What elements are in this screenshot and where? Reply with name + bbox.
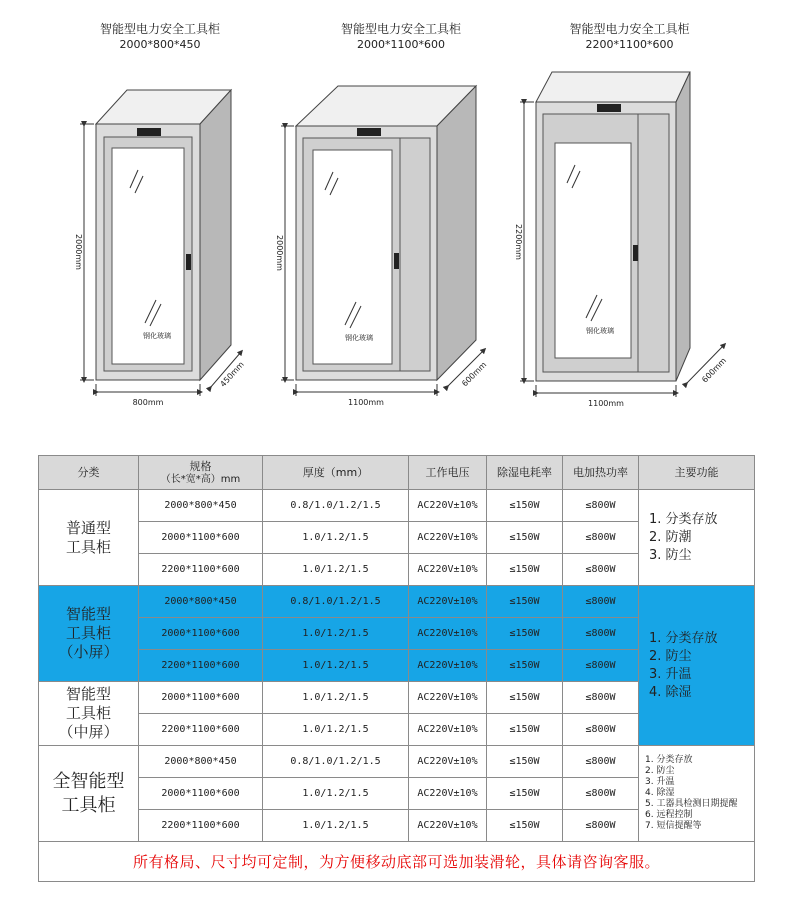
header-voltage: 工作电压 [409,456,487,490]
function-item: 3. 升温 [645,777,675,787]
table-row [39,586,755,618]
cell-voltage: AC220V±10% [409,650,487,682]
cell-dehumid: ≤150W [487,522,563,554]
function-item: 4. 除湿 [645,788,675,798]
cabinet-2-height-label: 2000mm [275,235,284,271]
cell-heating: ≤800W [563,714,639,746]
cabinet-1-spec: 2000*800*450 [119,38,201,51]
cell-spec: 2000*800*450 [139,586,263,618]
category-line: 全智能型 [52,770,125,792]
cell-heating: ≤800W [563,682,639,714]
cabinet-2-name: 智能型电力安全工具柜 [340,22,461,36]
header-spec [139,456,263,490]
header-category: 分类 [39,456,139,490]
cell-voltage: AC220V±10% [409,586,487,618]
customization-note: 所有格局、尺寸均可定制，为方便移动底部可选加装滑轮，具体请咨询客服。 [39,842,755,882]
cell-thickness: 1.0/1.2/1.5 [263,522,409,554]
cabinet-1-width-label: 800mm [132,398,164,407]
function-item: 4. 除湿 [649,684,692,700]
spec-table [38,455,755,882]
cabinet-2-spec: 2000*1100*600 [357,38,445,51]
cell-dehumid: ≤150W [487,650,563,682]
header-heating-power: 电加热功率 [563,456,639,490]
cell-thickness: 1.0/1.2/1.5 [263,554,409,586]
table-row [39,746,755,778]
cabinet-2-drawing [281,86,484,396]
function-item: 1. 分类存放 [645,755,693,765]
cell-heating: ≤800W [563,586,639,618]
category-line: 工具柜 [65,624,111,642]
function-item: 1. 分类存放 [649,511,718,527]
cell-heating: ≤800W [563,618,639,650]
cell-heating: ≤800W [563,746,639,778]
cell-dehumid: ≤150W [487,554,563,586]
functions-smart [639,586,755,746]
category-line: 工具柜 [65,537,111,556]
cell-heating: ≤800W [563,554,639,586]
cabinet-1-glass-label: 钢化玻璃 [143,332,171,340]
cell-voltage: AC220V±10% [409,490,487,522]
header-functions: 主要功能 [639,456,755,490]
cell-dehumid: ≤150W [487,490,563,522]
header-spec-line2: （长*宽*高）mm [160,473,241,485]
cabinet-1-name: 智能型电力安全工具柜 [100,22,221,36]
cell-heating: ≤800W [563,522,639,554]
cell-voltage: AC220V±10% [409,554,487,586]
functions-full-smart [639,746,755,842]
header-spec-line1: 规格 [189,459,212,473]
cell-dehumid: ≤150W [487,586,563,618]
category-line: （小屏） [58,643,119,661]
category-line: （中屏） [58,723,119,741]
cabinet-3-drawing [520,72,724,397]
cell-spec: 2000*800*450 [139,746,263,778]
cell-voltage: AC220V±10% [409,618,487,650]
function-item: 5. 工器具检测日期提醒 [645,799,738,809]
cell-thickness: 0.8/1.0/1.2/1.5 [263,490,409,522]
category-smart-small-screen [39,586,139,682]
cell-dehumid: ≤150W [487,618,563,650]
category-line: 普通型 [65,518,111,537]
table-row [39,490,755,522]
cell-heating: ≤800W [563,810,639,842]
cell-heating: ≤800W [563,490,639,522]
function-item: 3. 防尘 [649,547,692,563]
cell-dehumid: ≤150W [487,810,563,842]
cell-spec: 2200*1100*600 [139,554,263,586]
cell-spec: 2000*1100*600 [139,682,263,714]
function-item: 2. 防尘 [645,766,675,776]
cell-voltage: AC220V±10% [409,714,487,746]
cell-dehumid: ≤150W [487,682,563,714]
note-row [39,842,755,882]
cell-thickness: 1.0/1.2/1.5 [263,778,409,810]
cell-spec: 2000*1100*600 [139,522,263,554]
cell-spec: 2200*1100*600 [139,650,263,682]
category-line: 智能型 [65,685,111,703]
header-thickness: 厚度（mm） [263,456,409,490]
cabinet-3-glass-label: 钢化玻璃 [586,327,614,335]
function-item: 2. 防尘 [649,648,692,664]
functions-ordinary [639,490,755,586]
cell-voltage: AC220V±10% [409,746,487,778]
category-full-smart [39,746,139,842]
cabinet-3-spec: 2200*1100*600 [585,38,674,51]
cell-voltage: AC220V±10% [409,778,487,810]
cell-spec: 2200*1100*600 [139,714,263,746]
table-header-row [39,456,755,490]
cell-dehumid: ≤150W [487,746,563,778]
category-line: 智能型 [65,605,111,623]
cell-thickness: 1.0/1.2/1.5 [263,714,409,746]
function-item: 3. 升温 [649,666,692,682]
cell-heating: ≤800W [563,778,639,810]
cell-thickness: 1.0/1.2/1.5 [263,682,409,714]
category-line: 工具柜 [61,794,116,816]
cabinet-3-name: 智能型电力安全工具柜 [569,22,690,36]
cell-voltage: AC220V±10% [409,522,487,554]
function-item: 6. 远程控制 [645,810,693,820]
category-ordinary [39,490,139,586]
cabinet-3-height-label: 2200mm [514,224,523,260]
category-smart-medium-screen [39,682,139,746]
cell-voltage: AC220V±10% [409,810,487,842]
function-item: 1. 分类存放 [649,630,718,646]
cell-dehumid: ≤150W [487,714,563,746]
cell-dehumid: ≤150W [487,778,563,810]
cabinet-3-width-label: 1100mm [588,399,624,408]
cell-thickness: 0.8/1.0/1.2/1.5 [263,746,409,778]
cabinet-2-glass-label: 钢化玻璃 [345,334,373,342]
cell-thickness: 1.0/1.2/1.5 [263,650,409,682]
cell-spec: 2000*1100*600 [139,778,263,810]
header-dehumid-power: 除湿电耗率 [487,456,563,490]
cell-heating: ≤800W [563,650,639,682]
cabinet-2-width-label: 1100mm [348,398,384,407]
cabinet-1-height-label: 2000mm [74,234,83,270]
cell-voltage: AC220V±10% [409,682,487,714]
cell-spec: 2200*1100*600 [139,810,263,842]
cabinet-3-depth-label: 600mm [700,356,729,385]
cell-thickness: 1.0/1.2/1.5 [263,810,409,842]
cell-spec: 2000*1100*600 [139,618,263,650]
cell-spec: 2000*800*450 [139,490,263,522]
cabinet-1-drawing [80,90,241,396]
cell-thickness: 1.0/1.2/1.5 [263,618,409,650]
function-item: 7. 短信提醒等 [645,821,702,831]
cabinet-2-depth-label: 600mm [460,360,489,389]
function-item: 2. 防潮 [649,529,692,545]
cabinet-1-depth-label: 450mm [218,359,246,389]
category-line: 工具柜 [65,704,111,722]
cell-thickness: 0.8/1.0/1.2/1.5 [263,586,409,618]
cabinet-diagrams [0,0,790,430]
